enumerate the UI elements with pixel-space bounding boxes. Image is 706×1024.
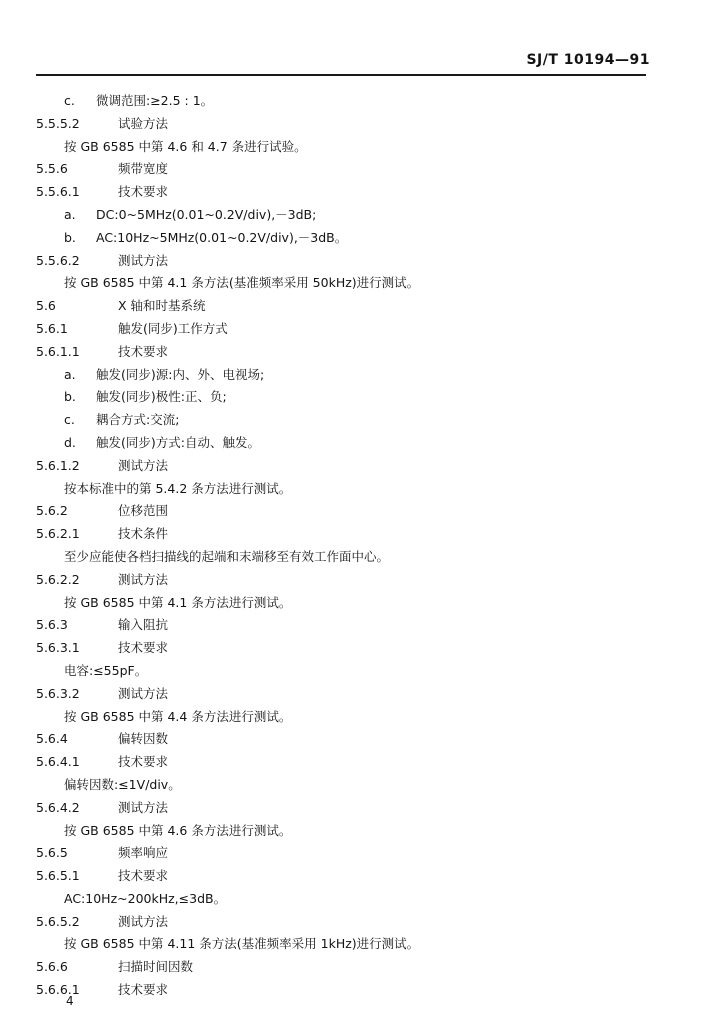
body-text: 至少应能使各档扫描线的起端和末端移至有效工作面中心。 — [64, 548, 390, 564]
clause-title: 测试方法 — [118, 913, 169, 929]
clause-heading — [0, 683, 706, 706]
clause-number: 5.6.3.1 — [36, 640, 80, 656]
clause-heading — [0, 181, 706, 204]
list-item — [0, 90, 706, 113]
clause-number: 5.6.6.1 — [36, 982, 80, 998]
clause-number: 5.5.6 — [36, 161, 68, 177]
clause-heading — [0, 751, 706, 774]
clause-heading — [0, 500, 706, 523]
clause-number: 5.6.5.1 — [36, 868, 80, 884]
clause-heading — [0, 956, 706, 979]
clause-heading — [0, 158, 706, 181]
list-item — [0, 432, 706, 455]
page-number: 4 — [66, 994, 74, 1008]
clause-title: 技术条件 — [118, 526, 169, 542]
clause-heading — [0, 318, 706, 341]
clause-title: 技术要求 — [118, 982, 169, 998]
clause-number: 5.6.3 — [36, 617, 68, 633]
list-item-letter: c. — [64, 93, 75, 108]
clause-number: 5.6.5.2 — [36, 913, 80, 929]
clause-title: 输入阻抗 — [118, 617, 169, 633]
clause-number: 5.5.5.2 — [36, 115, 80, 131]
clause-heading — [0, 250, 706, 273]
clause-heading — [0, 523, 706, 546]
list-item-letter: a. — [64, 206, 76, 222]
list-item — [0, 409, 706, 432]
body-text: 按 GB 6585 中第 4.11 条方法(基准频率采用 1kHz)进行测试。 — [64, 936, 420, 952]
clause-number: 5.6.1.1 — [36, 343, 80, 359]
list-item-text: 触发(同步)方式:自动、触发。 — [96, 434, 260, 450]
clause-heading — [0, 842, 706, 865]
body-text: 按 GB 6585 中第 4.6 和 4.7 条进行试验。 — [64, 138, 307, 154]
body-text: 偏转因数:≤1V/div。 — [64, 776, 181, 792]
body-text: 按本标准中的第 5.4.2 条方法进行测试。 — [64, 480, 292, 496]
list-item — [0, 386, 706, 409]
body-text: AC:10Hz~200kHz,≤3dB。 — [64, 890, 227, 906]
body-text: 按 GB 6585 中第 4.4 条方法进行测试。 — [64, 708, 292, 724]
clause-number: 5.6.4 — [36, 731, 68, 747]
clause-heading — [0, 614, 706, 637]
list-item-letter: d. — [64, 434, 76, 450]
clause-heading — [0, 637, 706, 660]
clause-number: 5.6.2.1 — [36, 526, 80, 542]
list-item — [0, 364, 706, 387]
list-item-text: 触发(同步)极性:正、负; — [96, 389, 227, 405]
clause-heading — [0, 865, 706, 888]
clause-number: 5.6.3.2 — [36, 685, 80, 701]
header-divider — [36, 74, 646, 76]
clause-number: 5.6.1 — [36, 320, 68, 336]
clause-title: 频率响应 — [118, 845, 169, 861]
clause-title: 测试方法 — [118, 799, 169, 815]
clause-heading — [0, 295, 706, 318]
clause-number: 5.6.5 — [36, 845, 68, 861]
clause-heading — [0, 911, 706, 934]
clause-number: 5.6.2 — [36, 503, 68, 519]
clause-heading — [0, 113, 706, 136]
clause-title: 位移范围 — [118, 503, 169, 519]
list-item-text: 触发(同步)源:内、外、电视场; — [96, 366, 265, 382]
list-item-text: 微调范围:≥2.5 : 1。 — [96, 93, 214, 108]
clause-heading — [0, 341, 706, 364]
clause-number: 5.6.4.2 — [36, 799, 80, 815]
clause-number: 5.5.6.2 — [36, 252, 80, 268]
clause-heading — [0, 455, 706, 478]
clause-number: 5.6.4.1 — [36, 754, 80, 770]
clause-title: 技术要求 — [118, 868, 169, 884]
clause-title: 试验方法 — [118, 115, 169, 131]
clause-title: 测试方法 — [118, 252, 169, 268]
clause-number: 5.6.1.2 — [36, 457, 80, 473]
clause-number: 5.6 — [36, 298, 56, 314]
body-text: 按 GB 6585 中第 4.1 条方法进行测试。 — [64, 594, 292, 610]
clause-title: 技术要求 — [118, 184, 169, 200]
body-text: 电容:≤55pF。 — [64, 662, 148, 678]
list-item — [0, 204, 706, 227]
clause-number: 5.6.6 — [36, 959, 68, 975]
clause-number: 5.5.6.1 — [36, 184, 80, 200]
clause-title: X 轴和时基系统 — [118, 298, 206, 314]
body-text: 按 GB 6585 中第 4.1 条方法(基准频率采用 50kHz)进行测试。 — [64, 275, 420, 291]
clause-title: 技术要求 — [118, 640, 169, 656]
clause-title: 频带宽度 — [118, 161, 169, 177]
list-item-text: 耦合方式:交流; — [96, 412, 180, 428]
clause-heading — [0, 569, 706, 592]
list-item — [0, 227, 706, 250]
list-item-letter: c. — [64, 412, 75, 428]
clause-title: 技术要求 — [118, 754, 169, 770]
clause-heading — [0, 979, 706, 1002]
clause-title: 测试方法 — [118, 685, 169, 701]
clause-heading — [0, 797, 706, 820]
clause-title: 技术要求 — [118, 343, 169, 359]
list-item-letter: b. — [64, 389, 76, 405]
list-item-text: DC:0~5MHz(0.01~0.2V/div),－3dB; — [96, 206, 317, 222]
clause-title: 偏转因数 — [118, 731, 169, 747]
standard-code: SJ/T 10194—91 — [526, 52, 650, 68]
clause-title: 测试方法 — [118, 571, 169, 587]
clause-heading — [0, 728, 706, 751]
list-item-text: AC:10Hz~5MHz(0.01~0.2V/div),－3dB。 — [96, 229, 348, 245]
body-text: 按 GB 6585 中第 4.6 条方法进行测试。 — [64, 822, 292, 838]
clause-title: 触发(同步)工作方式 — [118, 320, 228, 336]
document-body — [0, 90, 706, 1002]
list-item-letter: b. — [64, 229, 76, 245]
clause-number: 5.6.2.2 — [36, 571, 80, 587]
clause-title: 测试方法 — [118, 457, 169, 473]
clause-title: 扫描时间因数 — [118, 959, 194, 975]
list-item-letter: a. — [64, 366, 76, 382]
